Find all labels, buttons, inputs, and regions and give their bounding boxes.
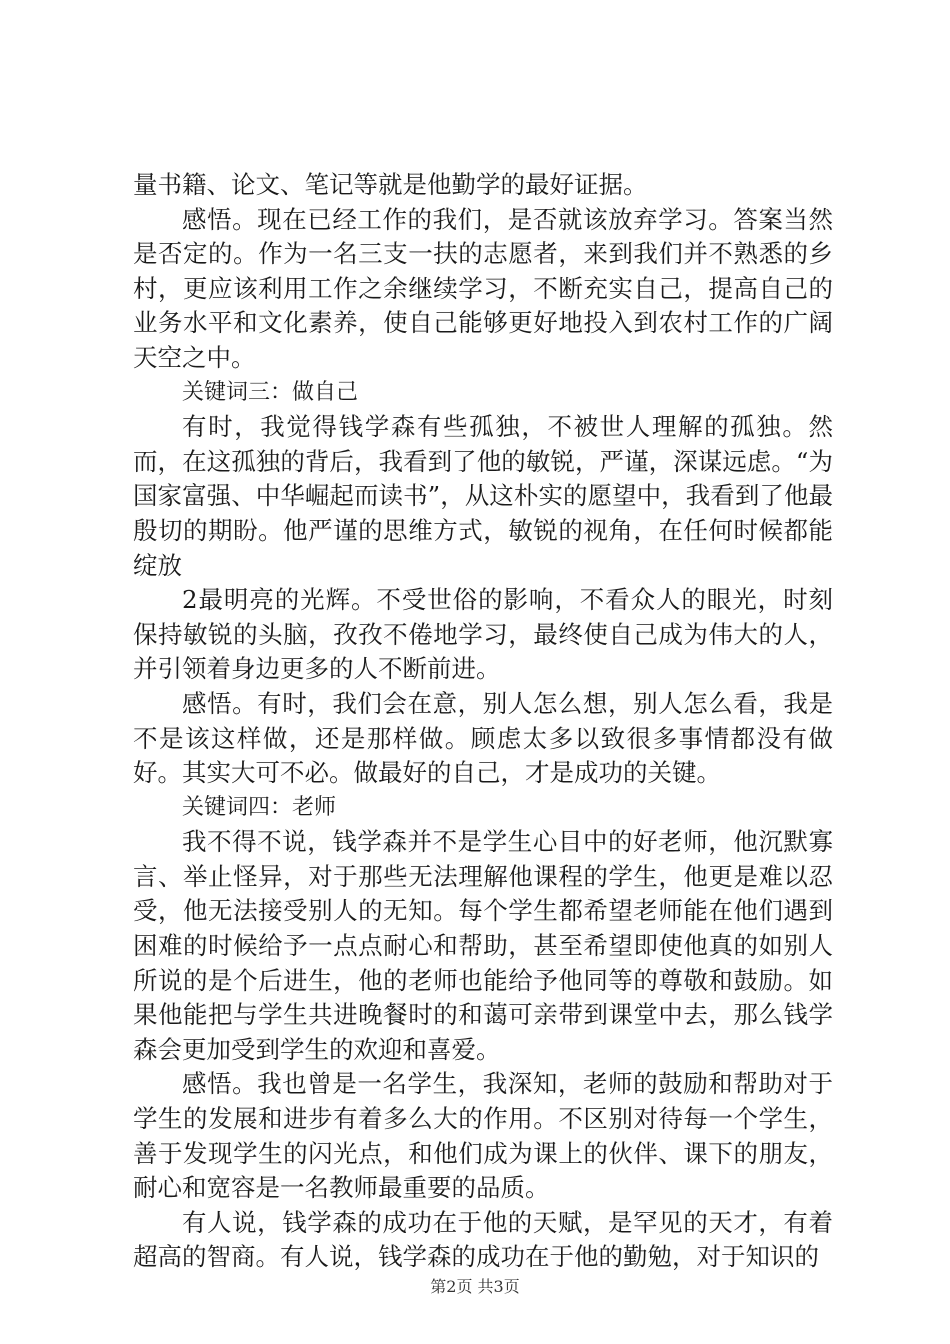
paragraph-reflection-2: 感悟。有时，我们会在意，别人怎么想，别人怎么看，我是不是该这样做，还是那样做。顾虑太多以致很多事情都没有做好。其实大可不必。做最好的自己，才是成功的关键。	[133, 688, 833, 788]
paragraph-reflection-1: 感悟。现在已经工作的我们，是否就该放弃学习。答案当然是否定的。作为一名三支一扶的志愿者，来到我们并不熟悉的乡村，更应该利用工作之余继续学习，不断充实自己，提高自己的业务水平和文化素养，使自己能够更好地投入到农村工作的广阔天空之中。	[133, 204, 833, 372]
paragraph-success: 有人说，钱学森的成功在于他的天赋，是罕见的天才，有着超高的智商。有人说，钱学森的成功在于他的勤勉，对于知识的	[133, 1207, 833, 1272]
section-heading-keyword-4: 关键词四：老师	[182, 794, 337, 820]
page-footer: 第2页 共3页	[430, 1277, 520, 1296]
paragraph-be-yourself: 有时，我觉得钱学森有些孤独，不被世人理解的孤独。然而，在这孤独的背后，我看到了他的敏锐，严谨，深谋远虑。“为国家富强、中华崛起而读书”，从这朴实的愿望中，我看到了他最殷切的期盼。他严谨的思维方式，敏锐的视角，在任何时候都能绽放	[133, 412, 833, 580]
document-body	[133, 168, 833, 1275]
paragraph-teacher: 我不得不说，钱学森并不是学生心目中的好老师，他沉默寡言、举止怪异，对于那些无法理解他课程的学生，他更是难以忍受，他无法接受别人的无知。每个学生都希望老师能在他们遇到困难的时候给予一点点耐心和帮助，甚至希望即使他真的如别人所说的是个后进生，他的老师也能给予他同等的尊敬和鼓励。如果他能把与学生共进晚餐时的和蔼可亲带到课堂中去，那么钱学森会更加受到学生的欢迎和喜爱。	[133, 827, 833, 1064]
paragraph-continuation: 量书籍、论文、笔记等就是他勤学的最好证据。	[133, 170, 648, 199]
paragraph-brightest-light: 2最明亮的光辉。不受世俗的影响，不看众人的眼光，时刻保持敏锐的头脑，孜孜不倦地学习，最终使自己成为伟大的人，并引领着身边更多的人不断前进。	[133, 585, 833, 684]
section-heading-keyword-3: 关键词三：做自己	[182, 379, 359, 405]
paragraph-reflection-3: 感悟。我也曾是一名学生，我深知，老师的鼓励和帮助对于学生的发展和进步有着多么大的作用。不区别对待每一个学生，善于发现学生的闪光点，和他们成为课上的伙伴、课下的朋友，耐心和宽容是一名教师最重要的品质。	[133, 1069, 833, 1203]
